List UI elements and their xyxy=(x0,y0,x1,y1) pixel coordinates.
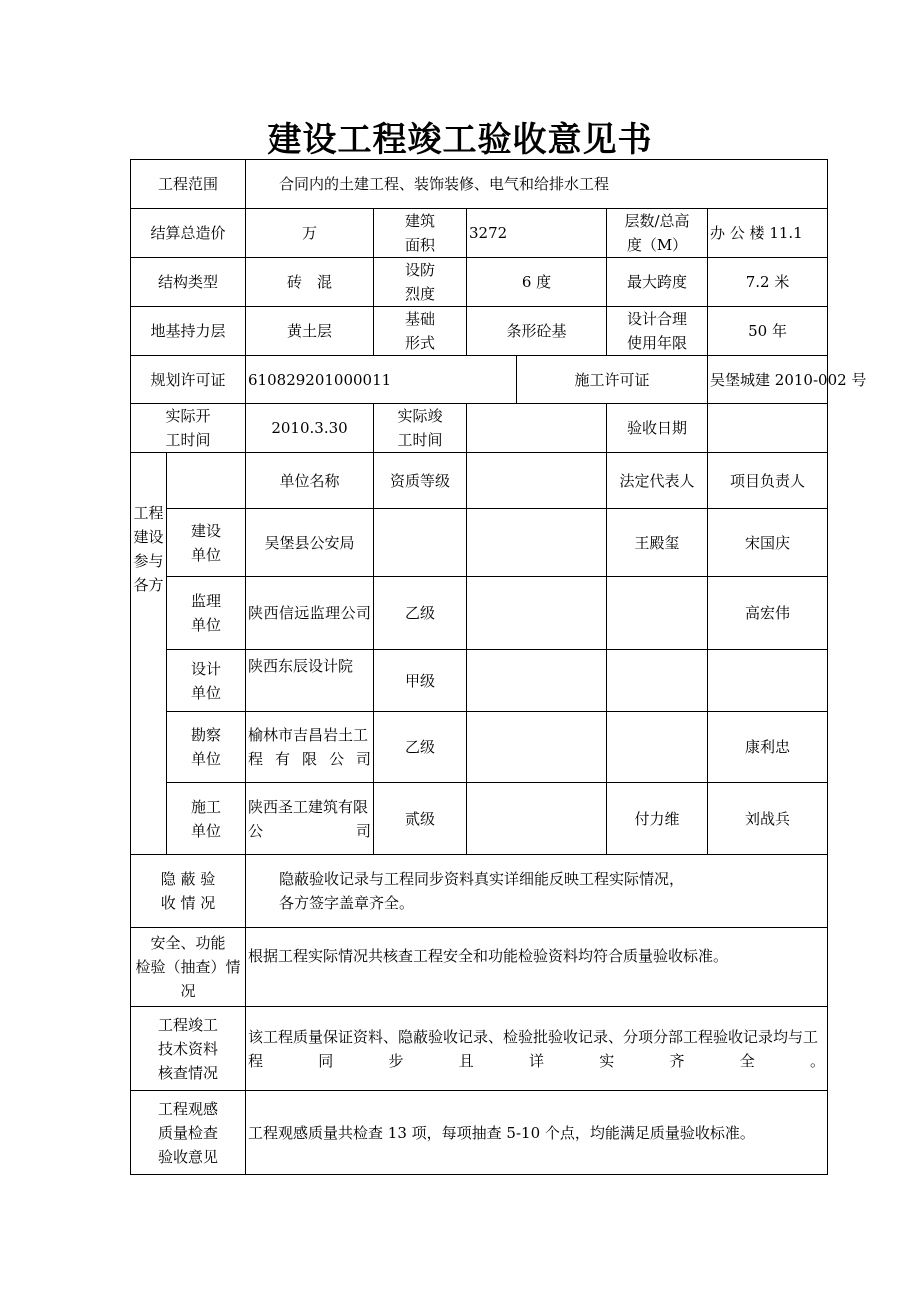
seismic-label: 设防 烈度 xyxy=(374,258,467,307)
appearance-text: 工程观感质量共检查 13 项，每项抽查 5-10 个点，均能满足质量验收标准。 xyxy=(246,1091,828,1175)
party-grade xyxy=(374,509,467,577)
cost-label: 结算总造价 xyxy=(131,209,246,258)
party-name: 榆林市吉昌岩土工程有限公司 xyxy=(246,712,374,783)
permit-row xyxy=(131,356,828,404)
area-value: 3272 xyxy=(467,209,607,258)
party-role: 施工 单位 xyxy=(167,783,246,855)
scope-value: 合同内的土建工程、装饰装修、电气和给排水工程 xyxy=(246,160,828,209)
party-row xyxy=(131,509,828,577)
appearance-label: 工程观感 质量检查 验收意见 xyxy=(131,1091,246,1175)
scope-label: 工程范围 xyxy=(131,160,246,209)
dates-row xyxy=(131,404,828,453)
base-label: 基础 形式 xyxy=(374,307,467,356)
cost-row xyxy=(131,209,828,258)
party-legal xyxy=(607,712,708,783)
party-row xyxy=(131,712,828,783)
structure-label: 结构类型 xyxy=(131,258,246,307)
header-legal-rep: 法定代表人 xyxy=(607,453,708,509)
structure-row xyxy=(131,258,828,307)
party-role: 监理 单位 xyxy=(167,577,246,650)
header-unit-name: 单位名称 xyxy=(246,453,374,509)
party-grade: 甲级 xyxy=(374,650,467,712)
party-manager xyxy=(708,650,828,712)
foundation-value: 黄土层 xyxy=(246,307,374,356)
scope-row xyxy=(131,160,828,209)
end-date-label: 实际竣 工时间 xyxy=(374,404,467,453)
build-permit-value: 吴堡城建 2010-002 号 xyxy=(708,356,828,404)
party-manager: 高宏伟 xyxy=(708,577,828,650)
party-grade: 贰级 xyxy=(374,783,467,855)
party-blank xyxy=(467,712,607,783)
hidden-inspection-text: 隐蔽验收记录与工程同步资料真实详细能反映工程实际情况， 各方签字盖章齐全。 xyxy=(246,855,828,928)
plan-permit-value: 610829201000011 xyxy=(246,356,517,404)
start-date-label: 实际开 工时间 xyxy=(131,404,246,453)
party-blank xyxy=(467,650,607,712)
acceptance-form-table xyxy=(130,159,867,1175)
party-blank xyxy=(467,783,607,855)
end-date-value xyxy=(467,404,607,453)
life-label: 设计合理 使用年限 xyxy=(607,307,708,356)
life-value: 50 年 xyxy=(708,307,828,356)
party-legal: 王殿玺 xyxy=(607,509,708,577)
party-manager: 康利忠 xyxy=(708,712,828,783)
parties-header-blank xyxy=(167,453,246,509)
party-manager: 宋国庆 xyxy=(708,509,828,577)
hidden-inspection-row xyxy=(131,855,828,928)
accept-date-label: 验收日期 xyxy=(607,404,708,453)
party-row xyxy=(131,650,828,712)
parties-header-row xyxy=(131,453,828,509)
safety-inspection-row xyxy=(131,928,828,1007)
build-permit-label: 施工许可证 xyxy=(517,356,708,404)
safety-inspection-text: 根据工程实际情况共核查工程安全和功能检验资料均符合质量验收标准。 xyxy=(246,928,828,1007)
plan-permit-label: 规划许可证 xyxy=(131,356,246,404)
party-name: 陕西东辰设计院 xyxy=(246,650,374,712)
header-qualification: 资质等级 xyxy=(374,453,467,509)
party-role: 设计 单位 xyxy=(167,650,246,712)
floors-value: 办 公 楼 11.1 xyxy=(708,209,828,258)
tech-docs-text: 该工程质量保证资料、隐蔽验收记录、检验批验收记录、分项分部工程验收记录均与工程同步且详实齐全。 xyxy=(246,1007,828,1091)
cost-value: 万 xyxy=(246,209,374,258)
party-manager: 刘战兵 xyxy=(708,783,828,855)
party-row xyxy=(131,577,828,650)
hidden-inspection-label: 隐 蔽 验 收 情 况 xyxy=(131,855,246,928)
base-value: 条形砼基 xyxy=(467,307,607,356)
party-role: 勘察 单位 xyxy=(167,712,246,783)
party-role: 建设 单位 xyxy=(167,509,246,577)
party-blank xyxy=(467,577,607,650)
tech-docs-row xyxy=(131,1007,828,1091)
start-date-value: 2010.3.30 xyxy=(246,404,374,453)
party-legal xyxy=(607,650,708,712)
header-project-manager: 项目负责人 xyxy=(708,453,828,509)
foundation-row xyxy=(131,307,828,356)
accept-date-value xyxy=(708,404,828,453)
party-name: 陕西信远监理公司 xyxy=(246,577,374,650)
header-blank xyxy=(467,453,607,509)
safety-inspection-label: 安全、功能 检验（抽查）情 况 xyxy=(131,928,246,1007)
party-legal: 付力维 xyxy=(607,783,708,855)
span-value: 7.2 米 xyxy=(708,258,828,307)
party-grade: 乙级 xyxy=(374,577,467,650)
foundation-label: 地基持力层 xyxy=(131,307,246,356)
party-name: 陕西圣工建筑有限公司 xyxy=(246,783,374,855)
appearance-row xyxy=(131,1091,828,1175)
party-row xyxy=(131,783,828,855)
span-label: 最大跨度 xyxy=(607,258,708,307)
seismic-value: 6 度 xyxy=(467,258,607,307)
party-grade: 乙级 xyxy=(374,712,467,783)
party-name: 吴堡县公安局 xyxy=(246,509,374,577)
structure-value: 砖 混 xyxy=(246,258,374,307)
document-title: 建设工程竣工验收意见书 xyxy=(267,120,653,160)
party-blank xyxy=(467,509,607,577)
area-label: 建筑 面积 xyxy=(374,209,467,258)
party-legal xyxy=(607,577,708,650)
tech-docs-label: 工程竣工 技术资料 核查情况 xyxy=(131,1007,246,1091)
parties-group-label: 工程 建设 参与 各方 xyxy=(131,453,167,855)
floors-label: 层数/总高 度（M） xyxy=(607,209,708,258)
